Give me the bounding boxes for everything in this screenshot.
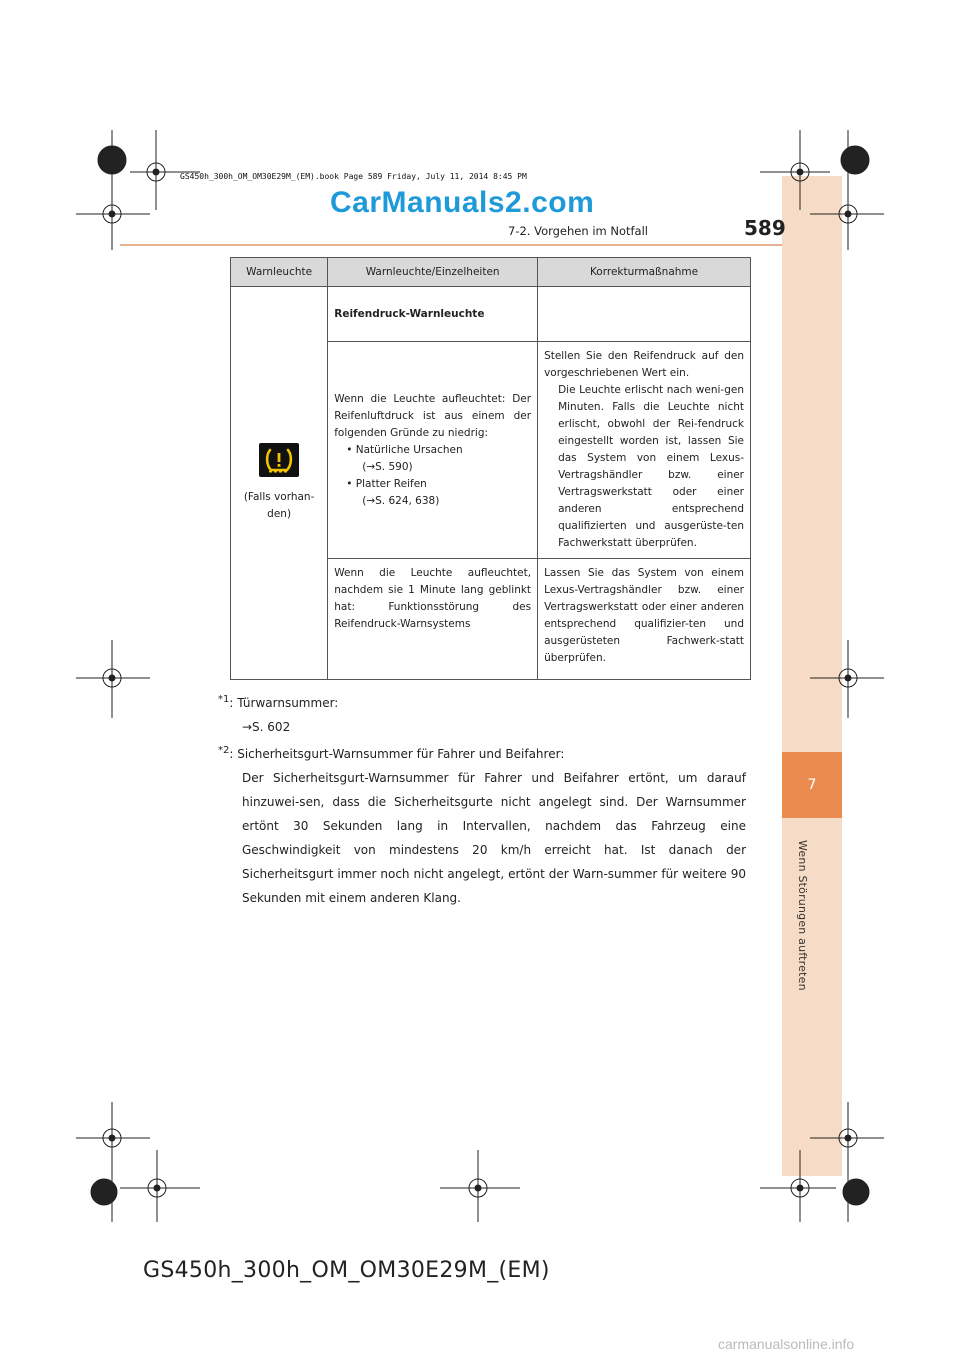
detail-cell: Wenn die Leuchte aufleuchtet, nachdem sie 1 Minute lang geblinkt hat: Funktionsstörung des Reifendruck-Warnsystems (328, 559, 538, 680)
page-number: 589 (744, 216, 786, 240)
icon-cell (231, 287, 328, 680)
footnote-title (218, 739, 746, 766)
footnote-mark: *1 (218, 694, 230, 705)
detail-intro: Wenn die Leuchte aufleuchtet: Der Reifenluftdruck ist aus einem der folgenden Gründe zu niedrig: (334, 392, 532, 439)
footnote-mark: *2 (218, 745, 230, 756)
action-sub: Die Leuchte erlischt nach weni-gen Minuten. Falls die Leuchte nicht erlischt, obwohl der Rei-fendruck eingestellt worden ist, lassen Sie das System von einem Lexus-Vertragshändler bzw. einer Vertragswerkstatt oder einer anderen entsprechend qualifizierten und ausgerüste-ten Fachwerkstatt überprüfen. (558, 384, 744, 549)
footer-document-code: GS450h_300h_OM_OM30E29M_(EM) (143, 1258, 550, 1283)
table-header: Korrekturmaßnahme (538, 258, 751, 287)
footnote-title-text: : Türwarnsummer: (229, 696, 339, 710)
action-cell (538, 342, 751, 559)
table-header-row (231, 258, 751, 287)
online-watermark: carmanualsonline.info (718, 1336, 855, 1352)
title-cell (328, 287, 538, 342)
footnote-body: →S. 602 (242, 720, 291, 734)
bullet-text: Natürliche Ursachen (355, 443, 463, 456)
page-reference: (→S. 624, 638) (362, 494, 440, 507)
action-cell: Lassen Sie das System von einem Lexus-Vertragshändler bzw. einer Vertragswerkstatt oder einer anderen entsprechend qualifizier-ten und ausgerüsteten Fachwerk-statt überprüfen. (538, 559, 751, 680)
watermark-logo: CarManuals2.com (330, 186, 595, 219)
footnote-title-text: : Sicherheitsgurt-Warnsummer für Fahrer und Beifahrer: (229, 747, 565, 761)
footnotes (218, 688, 746, 910)
footnote-body: Der Sicherheitsgurt-Warnsummer für Fahrer und Beifahrer ertönt, um darauf hinzuwei-sen, dass die Sicherheitsgurte nicht angelegt sind. Der Warnsummer ertönt 30 Sekunden lang in Intervallen, nachdem das Fahrzeug eine Geschwindigkeit von mindestens 20 km/h erreicht hat. Ist danach der Sicherheitsgurt immer noch nicht angelegt, ertönt der Warn-summer für weitere 90 Sekunden mit einem anderen Klang. (242, 771, 746, 905)
chapter-number: 7 (782, 752, 842, 818)
page-reference: (→S. 590) (362, 460, 413, 473)
bullet-text: Platter Reifen (355, 477, 427, 490)
print-book-line: GS450h_300h_OM_OM30E29M_(EM).book Page 589 Friday, July 11, 2014 8:45 PM (180, 172, 527, 181)
table-header: Warnleuchte (231, 258, 328, 287)
chapter-title-text: Wenn Störungen auftreten (796, 840, 809, 991)
footnote-title (218, 688, 746, 715)
bullet-item: • Platter Reifen (346, 477, 427, 490)
detail-cell (328, 342, 538, 559)
tire-pressure-warning-icon (259, 443, 299, 477)
empty-cell (538, 287, 751, 342)
header-rule (120, 244, 782, 246)
action-main: Stellen Sie den Reifendruck auf den vorgeschriebenen Wert ein. (544, 350, 744, 379)
warning-title: Reifendruck-Warnleuchte (334, 307, 485, 320)
table-row (231, 287, 751, 342)
section-title: 7-2. Vorgehen im Notfall (508, 224, 648, 238)
warning-light-table (230, 257, 751, 680)
table-header: Warnleuchte/Einzelheiten (328, 258, 538, 287)
icon-caption: (Falls vorhan-den) (243, 491, 315, 520)
bullet-item: • Natürliche Ursachen (346, 443, 463, 456)
